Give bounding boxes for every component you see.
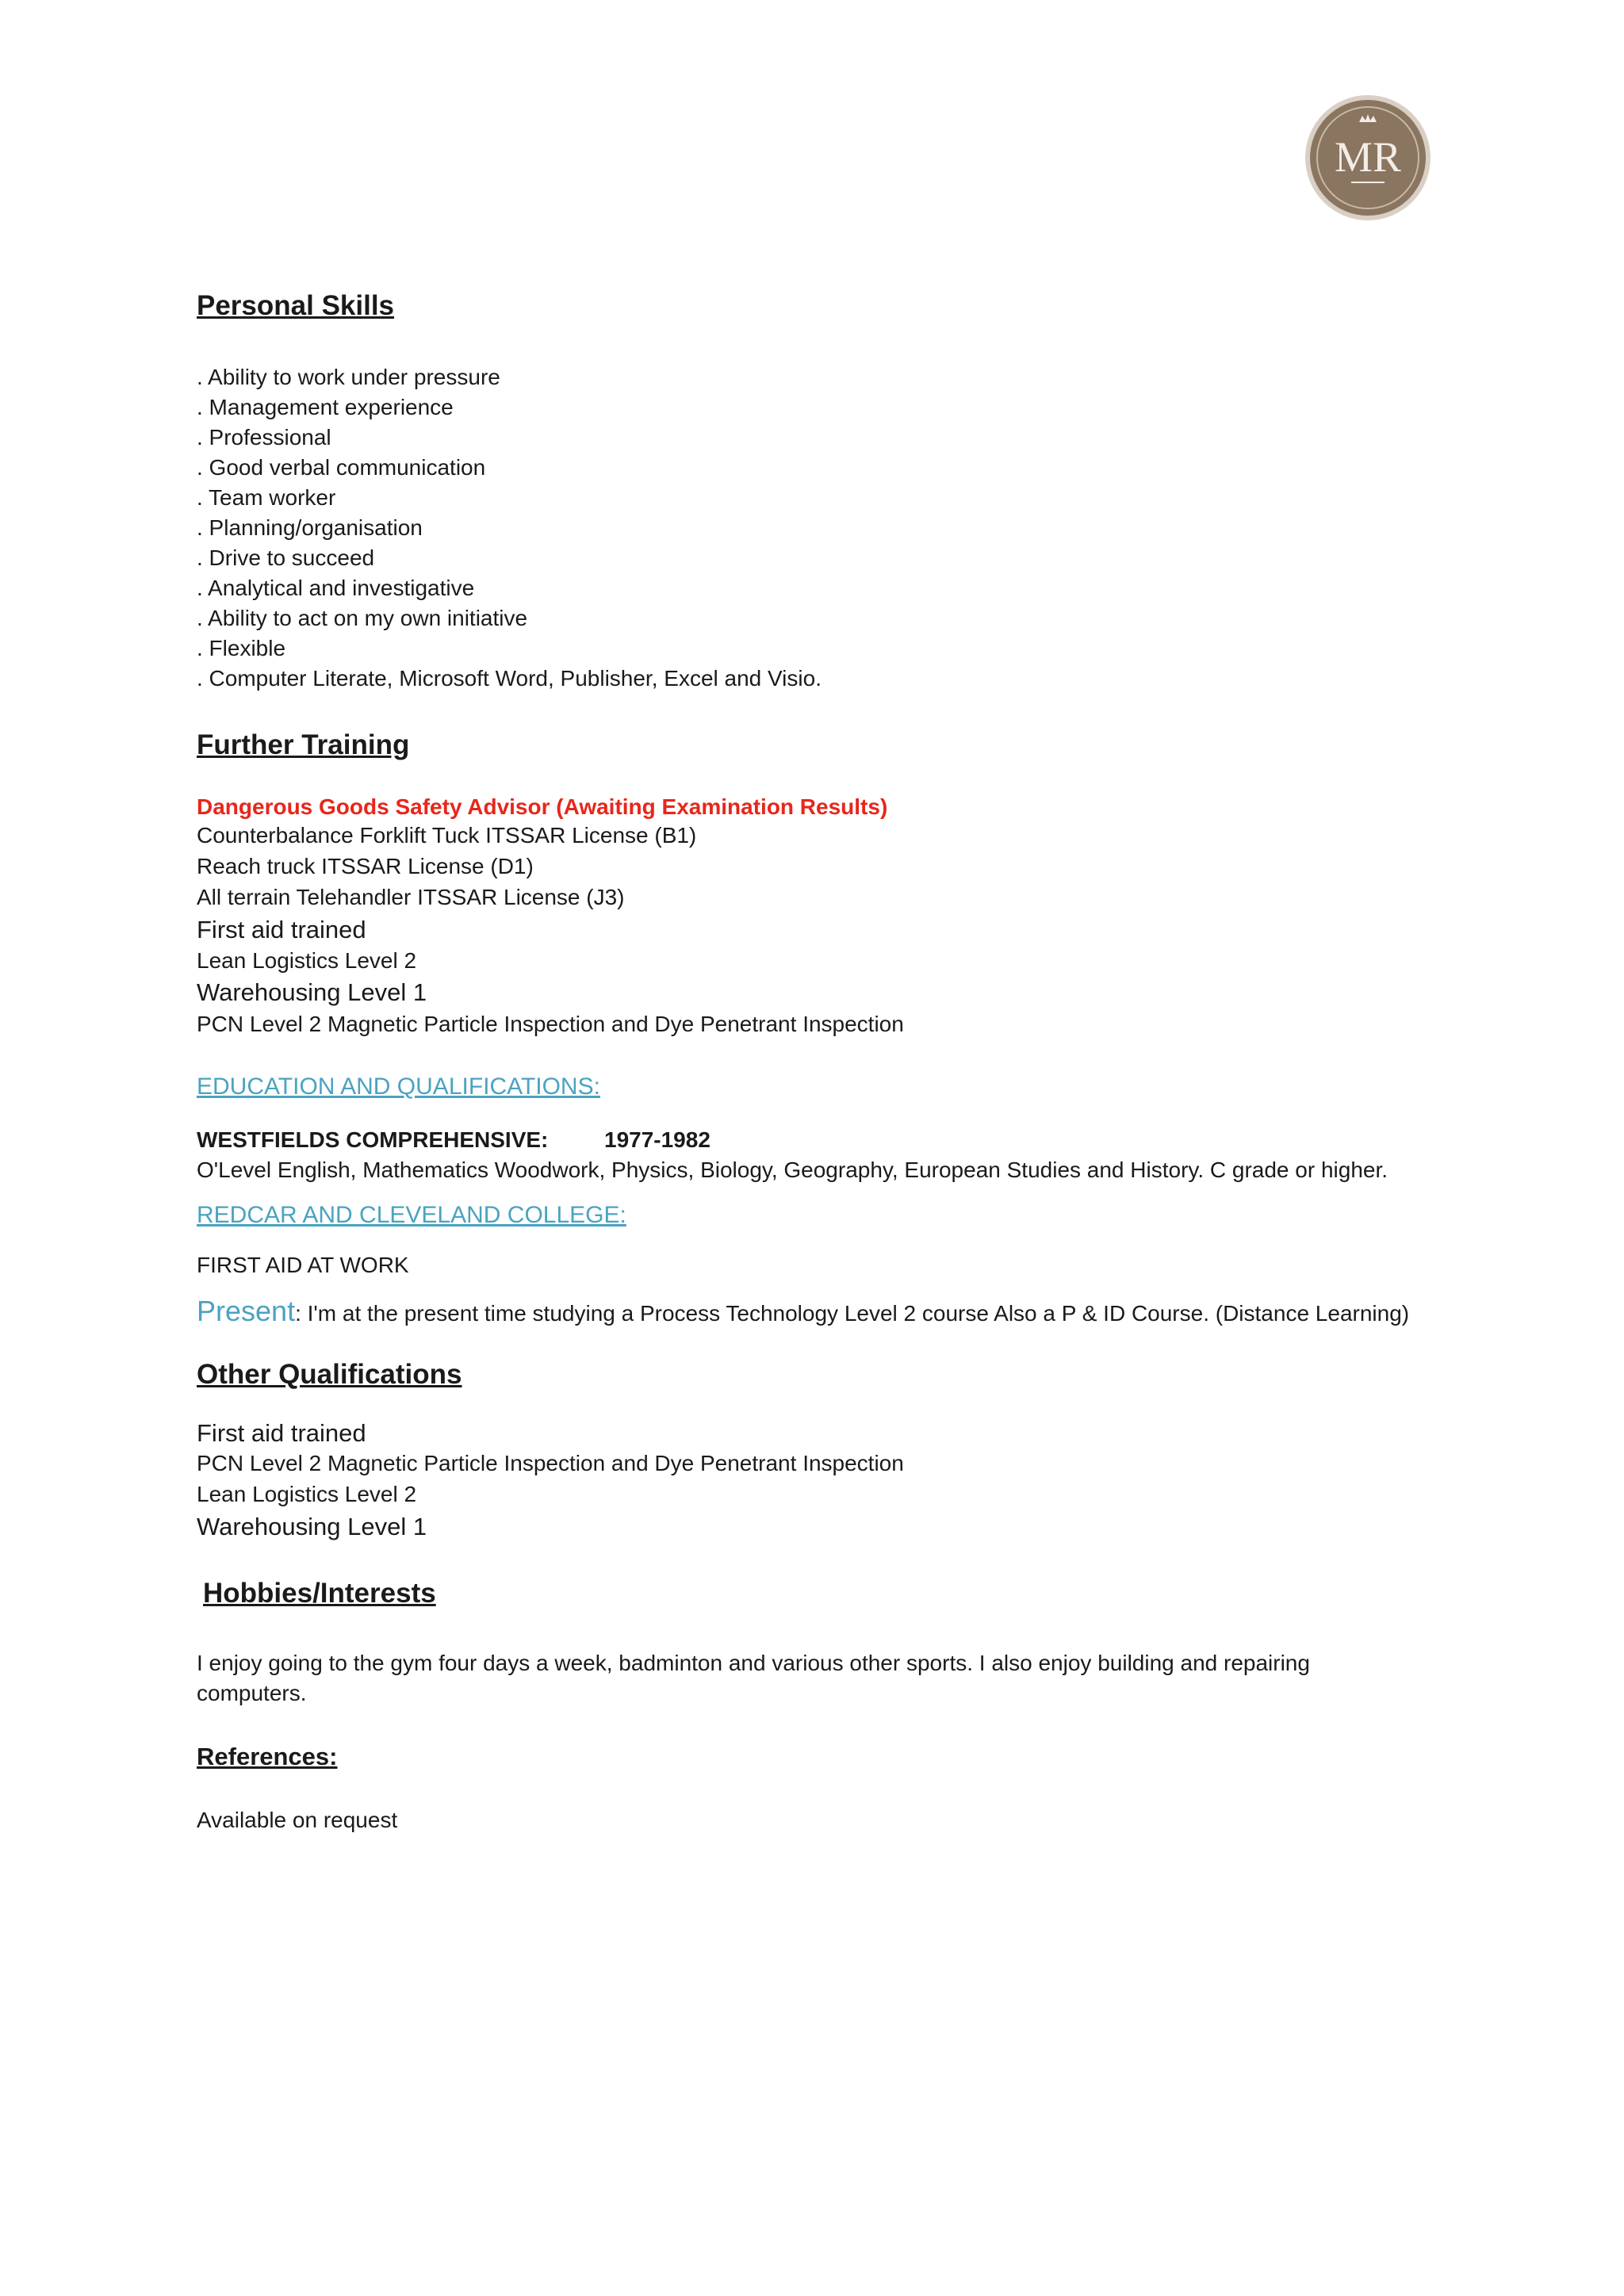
qualification-item: First aid trained bbox=[197, 1419, 366, 1447]
skill-item: . Ability to act on my own initiative bbox=[197, 606, 528, 630]
present-study bbox=[197, 1297, 1409, 1326]
training-item: Lean Logistics Level 2 bbox=[197, 948, 417, 973]
skill-item: . Professional bbox=[197, 425, 331, 450]
mr-monogram-logo bbox=[1304, 94, 1432, 222]
college-course: FIRST AID AT WORK bbox=[197, 1253, 409, 1277]
skill-item: . Planning/organisation bbox=[197, 515, 423, 540]
qualification-item: Lean Logistics Level 2 bbox=[197, 1482, 417, 1506]
skill-item: . Drive to succeed bbox=[197, 545, 375, 570]
skill-item: . Team worker bbox=[197, 485, 336, 510]
skill-item: . Flexible bbox=[197, 636, 286, 660]
further-training-heading: Further Training bbox=[197, 729, 410, 760]
skill-item: . Management experience bbox=[197, 395, 454, 419]
school-subjects: O'Level English, Mathematics Woodwork, Physics, Biology, Geography, European Studies and History. C grade or higher. bbox=[197, 1158, 1388, 1182]
qualification-item: PCN Level 2 Magnetic Particle Inspection and Dye Penetrant Inspection bbox=[197, 1451, 904, 1475]
training-highlight: Dangerous Goods Safety Advisor (Awaiting Examination Results) bbox=[197, 794, 888, 819]
training-item: PCN Level 2 Magnetic Particle Inspection and Dye Penetrant Inspection bbox=[197, 1012, 904, 1036]
skill-item: . Ability to work under pressure bbox=[197, 365, 500, 389]
skill-item: . Analytical and investigative bbox=[197, 576, 475, 600]
hobbies-text-line2: computers. bbox=[197, 1681, 307, 1705]
references-text: Available on request bbox=[197, 1808, 398, 1832]
references-heading: References: bbox=[197, 1743, 338, 1770]
other-qualifications-heading: Other Qualifications bbox=[197, 1359, 462, 1390]
school-years: 1977-1982 bbox=[604, 1127, 710, 1152]
school-name: WESTFIELDS COMPREHENSIVE: bbox=[197, 1127, 549, 1152]
training-item: Reach truck ITSSAR License (D1) bbox=[197, 854, 534, 878]
hobbies-text-line1: I enjoy going to the gym four days a week, badminton and various other sports. I also enjoy building and repairing bbox=[197, 1651, 1310, 1675]
logo-monogram: MR bbox=[1334, 133, 1402, 181]
college-heading: REDCAR AND CLEVELAND COLLEGE: bbox=[197, 1202, 626, 1228]
qualification-item: Warehousing Level 1 bbox=[197, 1513, 427, 1540]
training-item: All terrain Telehandler ITSSAR License (J3) bbox=[197, 885, 625, 909]
hobbies-heading: Hobbies/Interests bbox=[203, 1578, 436, 1609]
training-item: Warehousing Level 1 bbox=[197, 978, 427, 1006]
skill-item: . Computer Literate, Microsoft Word, Publisher, Excel and Visio. bbox=[197, 666, 822, 691]
present-label: Present bbox=[197, 1295, 296, 1327]
education-heading: EDUCATION AND QUALIFICATIONS: bbox=[197, 1073, 600, 1100]
personal-skills-heading: Personal Skills bbox=[197, 290, 395, 321]
skill-item: . Good verbal communication bbox=[197, 455, 486, 480]
training-item: First aid trained bbox=[197, 916, 366, 943]
training-item: Counterbalance Forklift Tuck ITSSAR License (B1) bbox=[197, 823, 697, 848]
present-text: : I'm at the present time studying a Process Technology Level 2 course Also a P & ID Course. (Distance Learning) bbox=[295, 1301, 1410, 1326]
